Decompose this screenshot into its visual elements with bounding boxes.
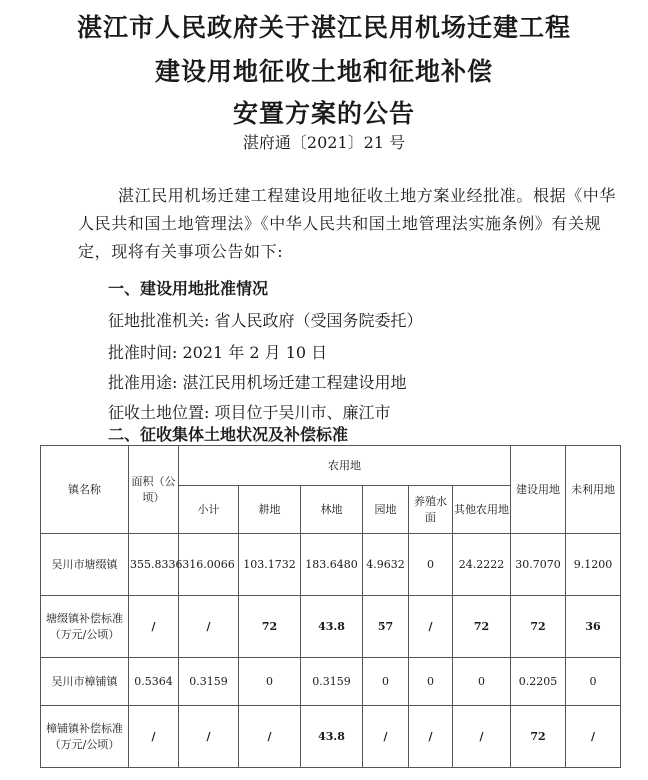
table-cell: 43.8 (301, 706, 363, 768)
table-cell: 9.1200 (566, 534, 621, 596)
table-cell: / (363, 706, 409, 768)
table-cell: 72 (453, 596, 511, 658)
table-row (41, 534, 621, 596)
header-garden: 园地 (363, 486, 409, 534)
section-1-heading: 一、建设用地批准情况 (108, 279, 269, 298)
table-cell: 57 (363, 596, 409, 658)
table-cell: 0 (363, 658, 409, 706)
table-cell: 0.5364 (129, 658, 179, 706)
table-cell: 0.2205 (511, 658, 566, 706)
header-area: 面积（公顷） (129, 446, 179, 534)
header-forest: 林地 (301, 486, 363, 534)
table-cell: / (129, 706, 179, 768)
table-row-label: 樟铺镇补偿标准（万元/公顷） (41, 706, 129, 768)
header-unused-land: 未利用地 (566, 446, 621, 534)
header-cultivated: 耕地 (239, 486, 301, 534)
table-row-label: 吴川市樟铺镇 (41, 658, 129, 706)
table-row-label: 塘缀镇补偿标准（万元/公顷） (41, 596, 129, 658)
approval-purpose: 批准用途: 湛江民用机场迁建工程建设用地 (108, 373, 407, 392)
header-construction-land: 建设用地 (511, 446, 566, 534)
table-cell: 316.0066 (179, 534, 239, 596)
header-town: 镇名称 (41, 446, 129, 534)
intro-paragraph: 湛江民用机场迁建工程建设用地征收土地方案业经批准。根据《中华人民共和国土地管理法》《中华人民共和国土地管理法实施条例》有关规定，现将有关事项公告如下: (78, 186, 617, 261)
compensation-table (40, 445, 621, 768)
table-cell: / (409, 706, 453, 768)
table-cell: 355.8336 (129, 534, 179, 596)
table-row (41, 596, 621, 658)
header-aquaculture: 养殖水面 (409, 486, 453, 534)
approval-date: 批准时间: 2021 年 2 月 10 日 (108, 343, 328, 362)
document-number: 湛府通〔2021〕21 号 (242, 133, 406, 152)
table-row (41, 706, 621, 768)
table-cell: 72 (511, 706, 566, 768)
table-cell: 0 (409, 534, 453, 596)
table-cell: 36 (566, 596, 621, 658)
notice-title-line-1: 湛江市人民政府关于湛江民用机场迁建工程 (76, 13, 571, 42)
table-cell: 4.9632 (363, 534, 409, 596)
table-row-label: 吴川市塘缀镇 (41, 534, 129, 596)
table-cell: / (566, 706, 621, 768)
table-cell: 0.3159 (301, 658, 363, 706)
table-cell: 0 (239, 658, 301, 706)
approval-authority: 征地批准机关: 省人民政府（受国务院委托） (108, 311, 423, 330)
header-other-agri: 其他农用地 (453, 486, 511, 534)
table-cell: / (409, 596, 453, 658)
table-cell: / (179, 706, 239, 768)
notice-title-line-2: 建设用地征收土地和征地补偿 (154, 57, 493, 86)
table-cell: / (179, 596, 239, 658)
table-cell: 72 (239, 596, 301, 658)
table-cell: / (453, 706, 511, 768)
table-cell: 0.3159 (179, 658, 239, 706)
land-location: 征收土地位置: 项目位于吴川市、廉江市 (108, 403, 391, 422)
table-cell: 0 (409, 658, 453, 706)
table-cell: 43.8 (301, 596, 363, 658)
header-agricultural-land: 农用地 (179, 446, 511, 486)
table-cell: 24.2222 (453, 534, 511, 596)
header-subtotal: 小计 (179, 486, 239, 534)
table-row (41, 658, 621, 706)
table-cell: 72 (511, 596, 566, 658)
table-cell: 30.7070 (511, 534, 566, 596)
table-cell: 183.6480 (301, 534, 363, 596)
table-cell: 0 (453, 658, 511, 706)
section-2-heading: 二、征收集体土地状况及补偿标准 (108, 425, 349, 444)
table-cell: 103.1732 (239, 534, 301, 596)
notice-title-line-3: 安置方案的公告 (232, 99, 415, 128)
table-cell: 0 (566, 658, 621, 706)
table-cell: / (129, 596, 179, 658)
table-cell: / (239, 706, 301, 768)
